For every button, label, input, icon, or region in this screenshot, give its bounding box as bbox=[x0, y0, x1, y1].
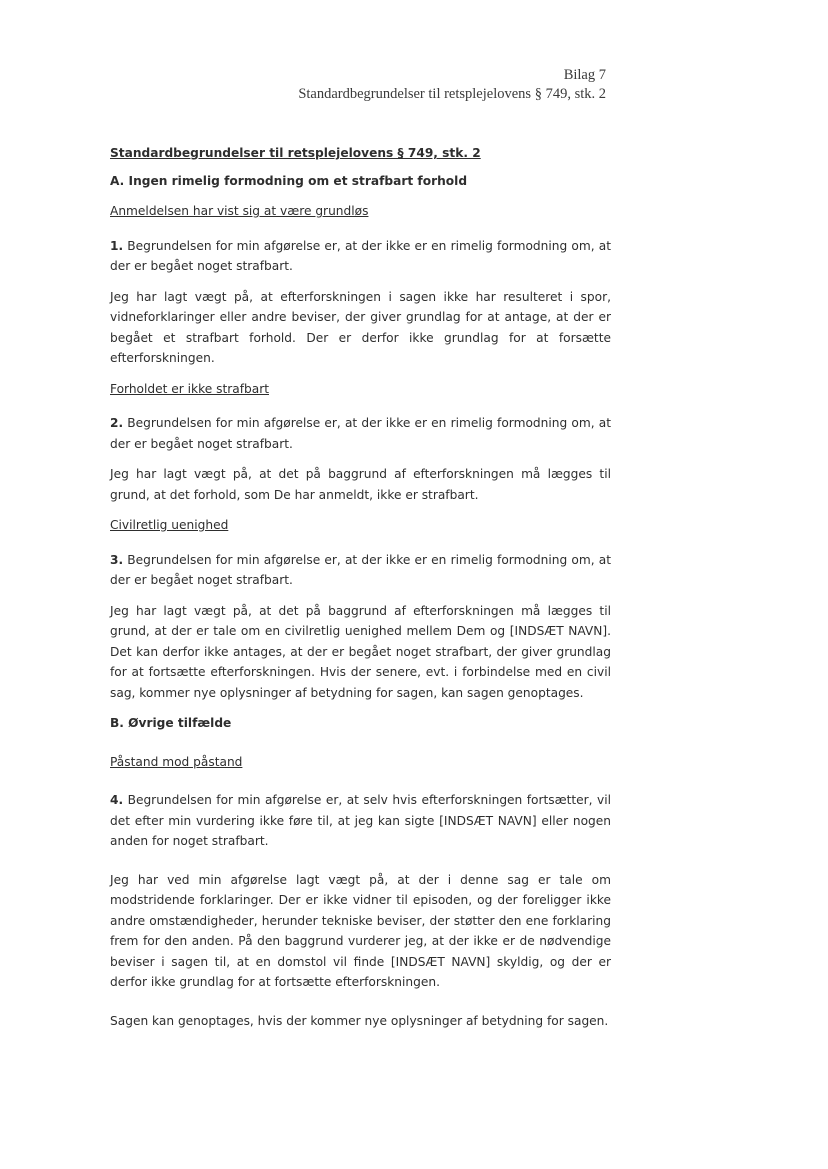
paragraph-4-reasoning: Jeg har ved min afgørelse lagt vægt på, at der i denne sag er tale om modstridende forklaringer. Der er ikke vidner til episoden, og der foreligger ikke andre omstændigheder, herunder tekniske beviser, der støtter den ene forklaring frem for den anden. På den baggrund vurderer jeg, at der ikke er de nødvendige beviser i sagen til, at en domstol vil finde [INDSÆT NAVN] skyldig, og der er derfor ikke grundlag for at fortsætte efterforskningen. bbox=[110, 872, 611, 989]
document-body bbox=[110, 143, 611, 1031]
paragraph-2-reasoning: Jeg har lagt vægt på, at det på baggrund af efterforskningen må lægges til grund, at det forhold, som De har anmeldt, ikke er strafbart. bbox=[110, 467, 611, 502]
subheading-groundless: Anmeldelsen har vist sig at være grundløs bbox=[110, 204, 369, 218]
paragraph-number: 4. bbox=[110, 793, 124, 807]
section-a-heading: A. Ingen rimelig formodning om et strafbart forhold bbox=[110, 173, 468, 188]
subheading-claim-vs-claim: Påstand mod påstand bbox=[110, 754, 243, 769]
subheading-not-punishable: Forholdet er ikke strafbart bbox=[110, 381, 269, 396]
paragraph-3-reasoning: Jeg har lagt vægt på, at det på baggrund af efterforskningen må lægges til grund, at der er tale om en civilretlig uenighed mellem Dem og [INDSÆT NAVN]. Det kan derfor ikke antages, at der er begået noget strafbart, der giver grundlag for at fortsætte efterforskningen. Hvis der senere, evt. i forbindelse med en civil sag, kommer nye oplysninger af betydning for sagen, kan sagen genoptages. bbox=[110, 603, 611, 700]
paragraph-1-reasoning: Jeg har lagt vægt på, at efterforskningen i sagen ikke har resulteret i spor, vidneforklaringer eller andre beviser, der giver grundlag for at antage, at der er begået et strafbart forhold. Der er derfor ikke grundlag for at forsætte efterforskningen. bbox=[110, 289, 611, 365]
paragraph-1 bbox=[110, 236, 611, 277]
paragraph-text: Begrundelsen for min afgørelse er, at der ikke er en rimelig formodning om, at der er begået noget strafbart. bbox=[110, 238, 611, 273]
paragraph-text: Begrundelsen for min afgørelse er, at der ikke er en rimelig formodning om, at der er begået noget strafbart. bbox=[110, 552, 611, 587]
page-header bbox=[298, 66, 606, 104]
paragraph-text: Begrundelsen for min afgørelse er, at der ikke er en rimelig formodning om, at der er begået noget strafbart. bbox=[110, 416, 611, 451]
paragraph-4-reopening: Sagen kan genoptages, hvis der kommer nye oplysninger af betydning for sagen. bbox=[110, 1013, 609, 1028]
appendix-label: Bilag 7 bbox=[563, 67, 606, 83]
paragraph-3 bbox=[110, 550, 611, 591]
paragraph-number: 3. bbox=[110, 552, 124, 567]
document-title: Standardbegrundelser til retsplejelovens § 749, stk. 2 bbox=[110, 146, 481, 160]
paragraph-number: 2. bbox=[110, 416, 124, 430]
paragraph-2 bbox=[110, 413, 611, 454]
paragraph-4 bbox=[110, 790, 611, 852]
subheading-civil-dispute: Civilretlig uenighed bbox=[110, 518, 229, 532]
paragraph-number: 1. bbox=[110, 238, 124, 253]
paragraph-text: Begrundelsen for min afgørelse er, at selv hvis efterforskningen fortsætter, vil det efter min vurdering ikke føre til, at jeg kan sigte [INDSÆT NAVN] eller nogen anden for noget strafbart. bbox=[110, 793, 611, 848]
section-b-heading: B. Øvrige tilfælde bbox=[110, 716, 232, 730]
header-subtitle: Standardbegrundelser til retsplejelovens § 749, stk. 2 bbox=[298, 86, 606, 102]
